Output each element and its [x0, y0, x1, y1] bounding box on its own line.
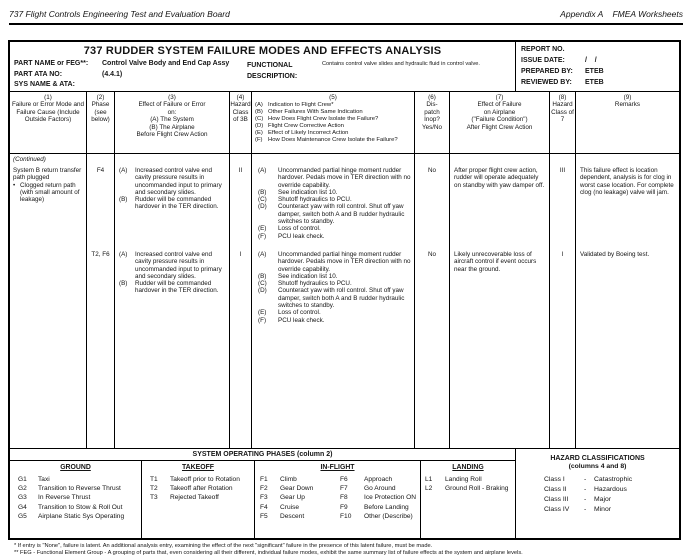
phase-group-landing: LANDING L1 Landing Roll L2 Ground Roll - Braking	[421, 461, 515, 538]
body-hazard-3b	[230, 154, 252, 448]
indication-item: (D) Counteract yaw with roll control. Shut off yaw damper, switch both A and B rudder hydraulic switches to standby.	[258, 287, 405, 310]
phase-item: G4 Transition to Stow & Roll Out	[18, 503, 123, 511]
title-block-left	[10, 42, 515, 91]
phase-item: F3 Gear Up F8 Ice Protection ON	[260, 494, 417, 502]
page-header-left: 737 Flight Controls Engineering Test and Evaluation Board	[9, 9, 230, 19]
functional-description-label: FUNCTIONAL DESCRIPTION:	[247, 62, 298, 80]
hazard-class-3b: II	[238, 167, 243, 174]
hazard-class-3b: I	[239, 251, 242, 258]
phase-item: T1 Takeoff prior to Rotation	[150, 476, 240, 483]
phase-item: G1 Taxi	[18, 476, 50, 483]
issue-date-value: / /	[585, 56, 597, 64]
phase-group-inflight: IN-FLIGHT F1 Climb F6 Approach F2 Gear Down F7 Go Around F3 Gear Up F8 Ice Protection ON F4 Cruise F9 Before Landing F5 Descent F10 Other (Describe)	[255, 461, 421, 538]
indication-item: (F) PCU leak check.	[258, 232, 325, 240]
phase-item: L1 Landing Roll	[425, 476, 482, 483]
worksheet-box	[8, 40, 681, 540]
remarks-text: Validated by Boeing test.	[580, 251, 650, 258]
phase-item: G3 In Reverse Thrust	[18, 494, 91, 502]
worksheet-title: 737 RUDDER SYSTEM FAILURE MODES AND EFFECTS ANALYSIS	[83, 45, 442, 57]
phase-item: G2 Transition to Reverse Thrust	[18, 485, 121, 493]
body-effect	[115, 154, 230, 448]
indication-item: (A) Uncommanded partial hinge moment rudder hardover. Pedals move in TER direction with no override capability.	[258, 167, 411, 189]
operating-phases-section	[10, 448, 679, 538]
phase-item: F2 Gear Down F7 Go Around	[260, 485, 396, 493]
phase-value: T2, F6	[91, 251, 110, 258]
footnote-latent: * If entry is "None", failure is latent. An additional analysis entry, examining the effect of the next "significant" failure in the presence of this latent failure, must be made.	[14, 543, 433, 549]
effect-item: (B) Rudder will be commanded hardover in the TER direction.	[119, 196, 219, 211]
indication-item: (B) See indication list 10.	[258, 272, 338, 280]
hazard-classifications-box: HAZARD CLASSIFICATIONS (columns 4 and 8) Class I - Catastrophic Class II - Hazardous Class III - Major Class IV - Minor	[515, 449, 679, 538]
effect-item: (A) Increased control valve end cavity pressure results in uncommanded input to primary and secondary slides.	[119, 251, 222, 280]
bullet-glyph: •	[13, 181, 16, 189]
failure-title: System B return transfer path plugged	[13, 167, 82, 182]
col-header-dispatch: (6) Dis- patch Inop? Yes/No	[415, 92, 450, 154]
indication-item: (D) Counteract yaw with roll control. Shut off yaw damper, switch both A and B rudder hydraulic switches to standby.	[258, 203, 405, 226]
phase-item: F1 Climb F6 Approach	[260, 476, 393, 483]
body-dispatch	[415, 154, 450, 448]
part-name-label: PART NAME or FEG**:	[14, 60, 89, 67]
report-box	[515, 42, 679, 91]
indication-item: (C) Shutoff hydraulics to PCU.	[258, 196, 352, 204]
col-header-indication: (5) (A) Indication to Flight Crew* (B) Other Failures With Same Indication (C) How Does Flight Crew Isolate the Failure? (D) Flight Crew Corrective Action (E) Effect of Likely Incorrect Action (F) How Does Maintenance Crew Isolate the Failure?	[252, 92, 415, 154]
continued-note: (Continued)	[13, 156, 46, 163]
col-header-remarks: (9) Remarks	[576, 92, 679, 154]
phase-group-takeoff: TAKEOFF T1 Takeoff prior to Rotation T2 Takeoff after Rotation T3 Rejected Takeoff	[142, 461, 255, 538]
part-ata-value: (4.4.1)	[102, 70, 123, 78]
reviewed-by-label: REVIEWED BY:	[521, 78, 572, 86]
indication-item: (E) Loss of control.	[258, 309, 321, 317]
phase-item: L2 Ground Roll - Braking	[425, 485, 509, 493]
hazard-class-item: Class I - Catastrophic	[544, 476, 633, 484]
col-header-effect-after: (7) Effect of Failure on Airplane ("Failure Condition") After Flight Crew Action	[450, 92, 550, 154]
body-failure-mode	[10, 154, 87, 448]
col-header-effect: (3) Effect of Failure or Error on: (A) The System (B) The Airplane Before Flight Crew Action	[115, 92, 230, 154]
body-phase	[87, 154, 115, 448]
footnote-feg: ** FEG - Functional Element Group - A grouping of parts that, even considering all their different, individual failure modes, exhibit the same summary list of failure effects at the system and airplane levels.	[14, 550, 523, 557]
phase-item: G5 Airplane Static Sys Operating	[18, 512, 125, 520]
sys-name-label: SYS NAME & ATA:	[14, 81, 75, 88]
phase-item: T2 Takeoff after Rotation	[150, 485, 233, 493]
fmea-table	[10, 92, 679, 448]
hazard-class-item: Class IV - Minor	[544, 505, 611, 513]
hazard-class-7: III	[559, 167, 566, 174]
prepared-by-label: PREPARED BY:	[521, 67, 573, 75]
phase-item: F4 Cruise F9 Before Landing	[260, 503, 409, 511]
phase-value: F4	[96, 167, 105, 174]
part-name-value: Control Valve Body and End Cap Assy	[102, 60, 230, 67]
failure-cause: Clogged return path (with small amount of leakage)	[20, 181, 80, 204]
issue-date-label: ISSUE DATE:	[521, 56, 565, 64]
phase-item: F5 Descent F10 Other (Describe)	[260, 512, 413, 520]
dispatch-value: No	[427, 167, 437, 174]
col-header-hazard-7: (8) Hazard Class of 7	[550, 92, 576, 154]
effect-after-text: After proper flight crew action, rudder will operate adequately on standby with yaw damper off.	[454, 167, 545, 189]
body-remarks	[576, 154, 679, 448]
functional-description-value: Contains control valve slides and hydraulic fluid in control valve.	[322, 61, 480, 67]
body-hazard-7	[550, 154, 576, 448]
operating-phases-header: SYSTEM OPERATING PHASES (column 2)	[10, 449, 515, 461]
body-indication	[252, 154, 415, 448]
col-header-phase: (2) Phase (see below)	[87, 92, 115, 154]
effect-after-text: Likely unrecoverable loss of aircraft control if event occurs near the ground.	[454, 251, 537, 273]
effect-item: (B) Rudder will be commanded hardover in the TER direction.	[119, 280, 219, 295]
phase-item: T3 Rejected Takeoff	[150, 494, 219, 502]
phase-group-ground: GROUND G1 Taxi G2 Transition to Reverse Thrust G3 In Reverse Thrust G4 Transition to Stow & Roll Out G5 Airplane Static Sys Operating	[10, 461, 142, 538]
indication-item: (B) See indication list 10.	[258, 188, 338, 196]
indication-item: (C) Shutoff hydraulics to PCU.	[258, 280, 352, 288]
indication-item: (E) Loss of control.	[258, 225, 321, 233]
footnotes	[14, 543, 682, 557]
page-header	[9, 9, 683, 25]
indication-item: (A) Uncommanded partial hinge moment rudder hardover. Pedals move in TER direction with no override capability.	[258, 251, 411, 273]
col-header-hazard-3b: (4) Hazard Class of 3B	[230, 92, 252, 154]
indication-item: (F) PCU leak check.	[258, 316, 325, 324]
reviewed-by-value: ETEB	[585, 78, 604, 86]
effect-item: (A) Increased control valve end cavity pressure results in uncommanded input to primary and secondary slides.	[119, 167, 222, 196]
body-effect-after	[450, 154, 550, 448]
page-header-right: Appendix A FMEA Worksheets	[560, 9, 683, 19]
dispatch-value: No	[427, 251, 437, 258]
title-block	[10, 42, 679, 92]
col-header-failure-mode: (1) Failure or Error Mode and Failure Cause (Include Outside Factors)	[10, 92, 87, 154]
part-ata-label: PART ATA NO:	[14, 70, 63, 78]
report-no-label: REPORT NO.	[521, 46, 565, 53]
prepared-by-value: ETEB	[585, 67, 604, 75]
remarks-text: This failure effect is location dependent, analysis is for clog in worst case location. For complete clog (no leakage) valve will jam.	[580, 167, 674, 196]
hazard-class-7: I	[561, 251, 564, 258]
part-info	[14, 59, 229, 91]
hazard-class-item: Class II - Hazardous	[544, 485, 627, 493]
hazard-class-item: Class III - Major	[544, 495, 611, 503]
